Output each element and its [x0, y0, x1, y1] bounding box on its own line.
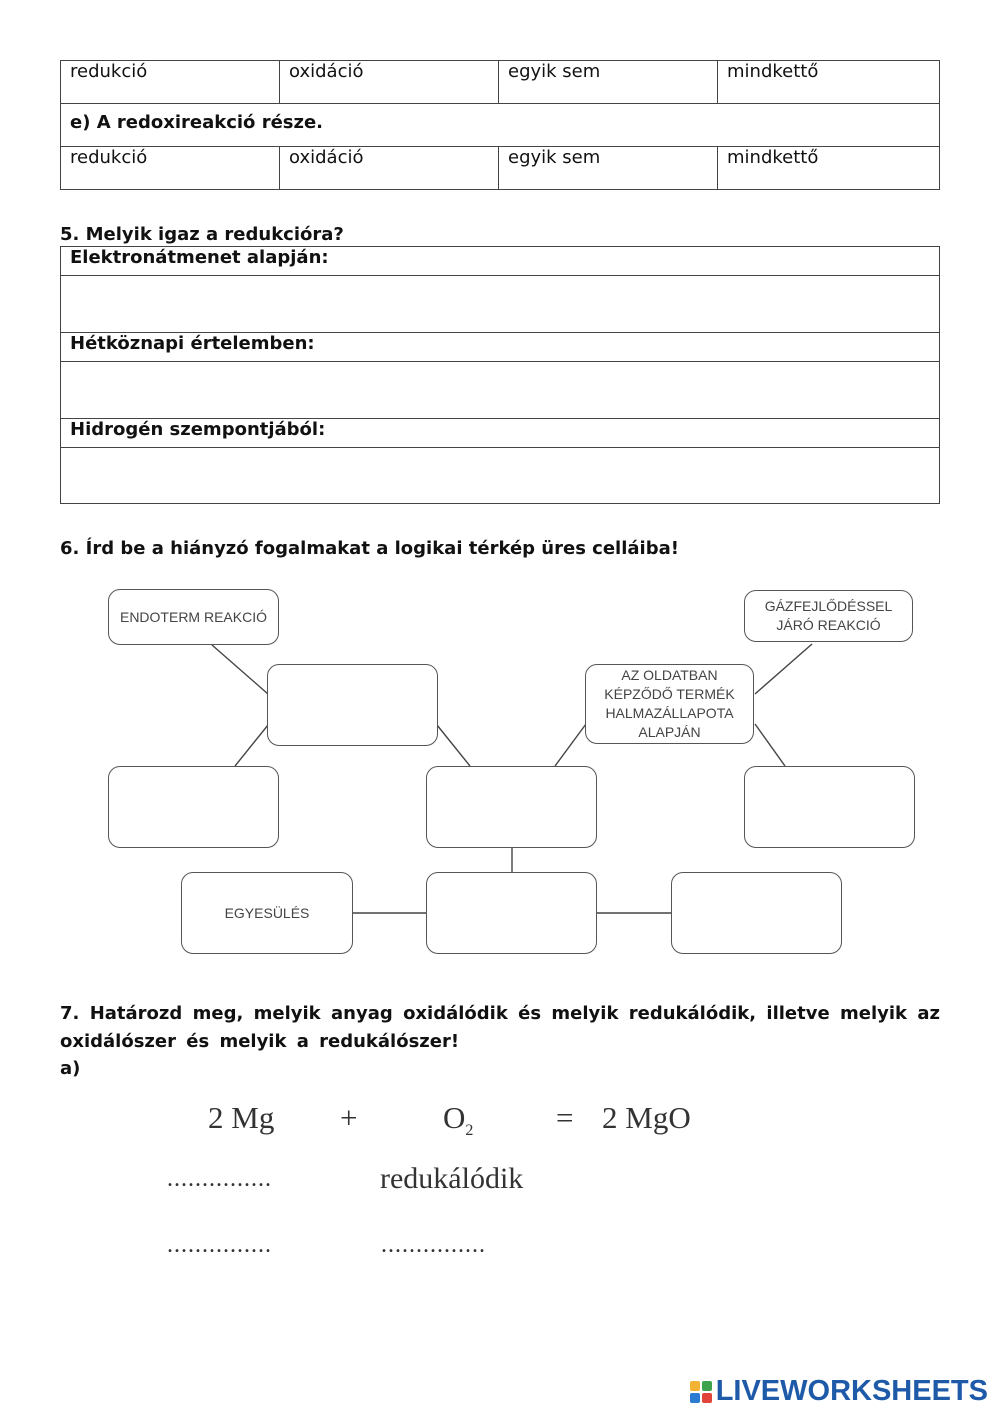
empty-concept-box[interactable]: [671, 872, 842, 954]
empty-concept-box[interactable]: [426, 766, 597, 848]
answer-blank[interactable]: ...............: [381, 1232, 486, 1258]
reduced-label: redukálódik: [380, 1162, 524, 1195]
logo-icon: [690, 1381, 712, 1403]
oldat-box: AZ OLDATBAN KÉPZŐDŐ TERMÉK HALMAZÁLLAPOTA ALAPJÁN: [585, 664, 754, 744]
equation-plus: +: [340, 1100, 358, 1135]
option-cell[interactable]: egyik sem: [499, 61, 718, 104]
row-label: Hidrogén szempontjából:: [61, 419, 940, 448]
empty-concept-box[interactable]: [744, 766, 915, 848]
option-cell[interactable]: mindkettő: [718, 147, 940, 190]
option-cell[interactable]: oxidáció: [280, 61, 499, 104]
gazfejlodes-box: GÁZFEJLŐDÉSSEL JÁRÓ REAKCIÓ: [744, 590, 913, 642]
question-e: e) A redoxireakció része.: [61, 104, 940, 147]
question-7-sub: a): [60, 1058, 81, 1079]
option-cell[interactable]: oxidáció: [280, 147, 499, 190]
question-7-title: 7. Határozd meg, melyik anyag oxidálódik és melyik redukálódik, illetve melyik az oxidálószer és melyik a redukálószer!: [60, 1003, 940, 1052]
option-cell[interactable]: redukció: [61, 61, 280, 104]
egyesules-box: EGYESÜLÉS: [181, 872, 353, 954]
liveworksheets-logo: [690, 1375, 988, 1408]
equation-equals: =: [556, 1100, 574, 1135]
answer-blank[interactable]: ...............: [167, 1166, 272, 1192]
equation-right: 2 MgO: [602, 1100, 691, 1135]
row-label: Elektronátmenet alapján:: [61, 247, 940, 276]
question-6-title: 6. Írd be a hiányzó fogalmakat a logikai térkép üres celláiba!: [60, 538, 679, 559]
endoterm-box: ENDOTERM REAKCIÓ: [108, 589, 279, 645]
empty-concept-box[interactable]: [108, 766, 279, 848]
option-cell[interactable]: redukció: [61, 147, 280, 190]
row-label: Hétköznapi értelemben:: [61, 333, 940, 362]
logo-text: LIVEWORKSHEETS: [715, 1375, 988, 1407]
empty-concept-box[interactable]: [426, 872, 597, 954]
equation-o2: $O_2$: [443, 1100, 474, 1140]
equation-left: 2 Mg: [208, 1100, 275, 1135]
question-5-title: 5. Melyik igaz a redukcióra?: [60, 224, 344, 245]
answer-blank[interactable]: ...............: [167, 1232, 272, 1258]
empty-concept-box[interactable]: [267, 664, 438, 746]
option-cell[interactable]: mindkettő: [718, 61, 940, 104]
option-cell[interactable]: egyik sem: [499, 147, 718, 190]
